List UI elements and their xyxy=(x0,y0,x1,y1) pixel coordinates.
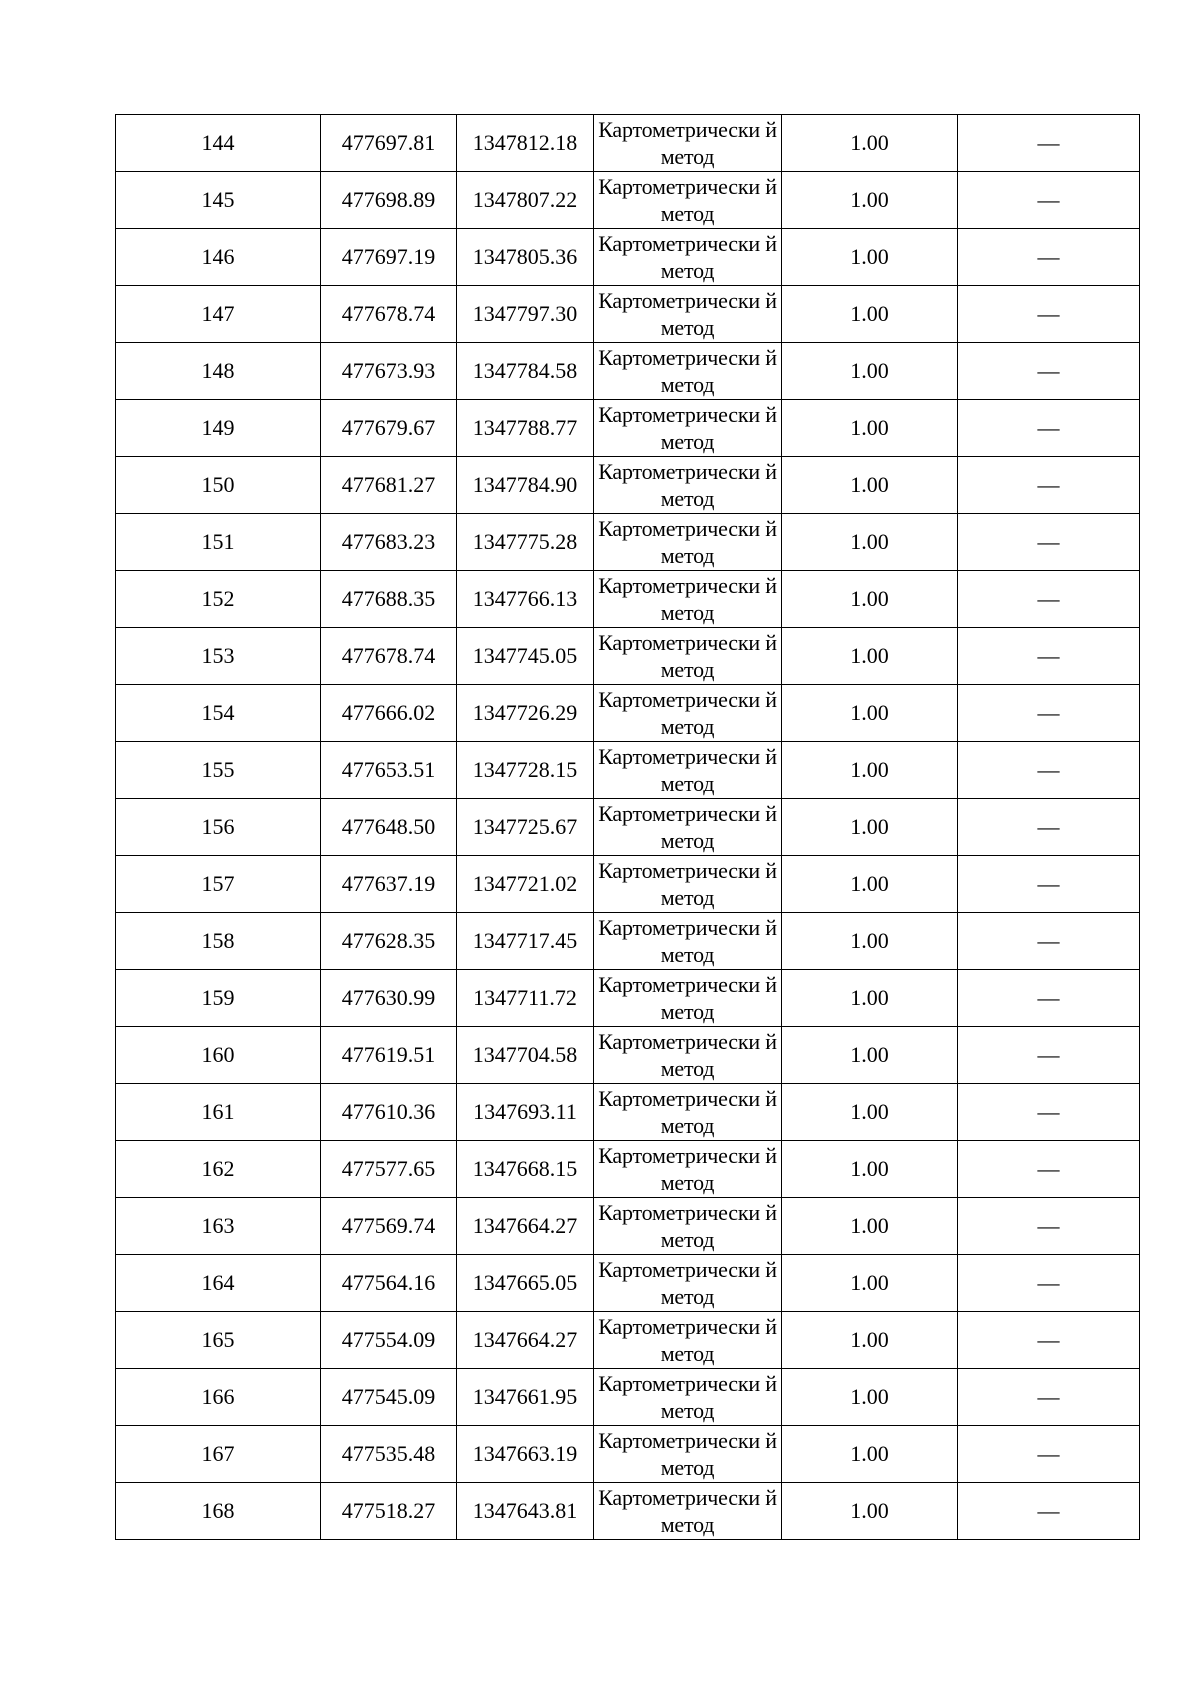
table-row xyxy=(116,685,1140,742)
note-cell: — xyxy=(958,229,1140,286)
coordinates-table-body xyxy=(116,115,1140,1540)
point-number-cell: 144 xyxy=(116,115,321,172)
note-cell: — xyxy=(958,913,1140,970)
y-coordinate-cell: 1347717.45 xyxy=(457,913,594,970)
note-cell: — xyxy=(958,400,1140,457)
point-number-cell: 158 xyxy=(116,913,321,970)
precision-cell: 1.00 xyxy=(782,400,958,457)
note-cell: — xyxy=(958,1369,1140,1426)
method-cell: Картометрически й метод xyxy=(594,685,782,742)
x-coordinate-cell: 477666.02 xyxy=(321,685,457,742)
table-row xyxy=(116,514,1140,571)
method-cell: Картометрически й метод xyxy=(594,1084,782,1141)
y-coordinate-cell: 1347664.27 xyxy=(457,1198,594,1255)
note-cell: — xyxy=(958,1426,1140,1483)
table-row xyxy=(116,856,1140,913)
table-row xyxy=(116,970,1140,1027)
note-cell: — xyxy=(958,1483,1140,1540)
x-coordinate-cell: 477569.74 xyxy=(321,1198,457,1255)
method-cell: Картометрически й метод xyxy=(594,343,782,400)
method-cell: Картометрически й метод xyxy=(594,628,782,685)
note-cell: — xyxy=(958,115,1140,172)
point-number-cell: 163 xyxy=(116,1198,321,1255)
point-number-cell: 145 xyxy=(116,172,321,229)
point-number-cell: 165 xyxy=(116,1312,321,1369)
y-coordinate-cell: 1347663.19 xyxy=(457,1426,594,1483)
y-coordinate-cell: 1347665.05 xyxy=(457,1255,594,1312)
x-coordinate-cell: 477637.19 xyxy=(321,856,457,913)
x-coordinate-cell: 477673.93 xyxy=(321,343,457,400)
point-number-cell: 146 xyxy=(116,229,321,286)
y-coordinate-cell: 1347668.15 xyxy=(457,1141,594,1198)
table-row xyxy=(116,742,1140,799)
precision-cell: 1.00 xyxy=(782,856,958,913)
precision-cell: 1.00 xyxy=(782,742,958,799)
x-coordinate-cell: 477545.09 xyxy=(321,1369,457,1426)
coordinates-table xyxy=(115,114,1140,1540)
point-number-cell: 157 xyxy=(116,856,321,913)
note-cell: — xyxy=(958,1027,1140,1084)
method-cell: Картометрически й метод xyxy=(594,1483,782,1540)
x-coordinate-cell: 477535.48 xyxy=(321,1426,457,1483)
point-number-cell: 151 xyxy=(116,514,321,571)
y-coordinate-cell: 1347643.81 xyxy=(457,1483,594,1540)
table-row xyxy=(116,1141,1140,1198)
note-cell: — xyxy=(958,571,1140,628)
point-number-cell: 159 xyxy=(116,970,321,1027)
method-cell: Картометрически й метод xyxy=(594,1255,782,1312)
point-number-cell: 161 xyxy=(116,1084,321,1141)
note-cell: — xyxy=(958,970,1140,1027)
y-coordinate-cell: 1347704.58 xyxy=(457,1027,594,1084)
table-row xyxy=(116,913,1140,970)
method-cell: Картометрически й метод xyxy=(594,742,782,799)
point-number-cell: 154 xyxy=(116,685,321,742)
point-number-cell: 164 xyxy=(116,1255,321,1312)
method-cell: Картометрически й метод xyxy=(594,514,782,571)
x-coordinate-cell: 477688.35 xyxy=(321,571,457,628)
table-row xyxy=(116,286,1140,343)
point-number-cell: 153 xyxy=(116,628,321,685)
note-cell: — xyxy=(958,628,1140,685)
x-coordinate-cell: 477610.36 xyxy=(321,1084,457,1141)
method-cell: Картометрически й метод xyxy=(594,1369,782,1426)
y-coordinate-cell: 1347664.27 xyxy=(457,1312,594,1369)
table-row xyxy=(116,1312,1140,1369)
method-cell: Картометрически й метод xyxy=(594,1141,782,1198)
method-cell: Картометрически й метод xyxy=(594,856,782,913)
point-number-cell: 147 xyxy=(116,286,321,343)
point-number-cell: 149 xyxy=(116,400,321,457)
y-coordinate-cell: 1347725.67 xyxy=(457,799,594,856)
precision-cell: 1.00 xyxy=(782,1312,958,1369)
precision-cell: 1.00 xyxy=(782,799,958,856)
y-coordinate-cell: 1347766.13 xyxy=(457,571,594,628)
table-row xyxy=(116,1369,1140,1426)
precision-cell: 1.00 xyxy=(782,1027,958,1084)
point-number-cell: 148 xyxy=(116,343,321,400)
precision-cell: 1.00 xyxy=(782,571,958,628)
table-row xyxy=(116,628,1140,685)
note-cell: — xyxy=(958,457,1140,514)
y-coordinate-cell: 1347721.02 xyxy=(457,856,594,913)
y-coordinate-cell: 1347693.11 xyxy=(457,1084,594,1141)
x-coordinate-cell: 477518.27 xyxy=(321,1483,457,1540)
precision-cell: 1.00 xyxy=(782,286,958,343)
method-cell: Картометрически й метод xyxy=(594,1426,782,1483)
method-cell: Картометрически й метод xyxy=(594,970,782,1027)
x-coordinate-cell: 477697.81 xyxy=(321,115,457,172)
x-coordinate-cell: 477679.67 xyxy=(321,400,457,457)
table-row xyxy=(116,1084,1140,1141)
y-coordinate-cell: 1347797.30 xyxy=(457,286,594,343)
point-number-cell: 167 xyxy=(116,1426,321,1483)
y-coordinate-cell: 1347711.72 xyxy=(457,970,594,1027)
method-cell: Картометрически й метод xyxy=(594,115,782,172)
note-cell: — xyxy=(958,172,1140,229)
method-cell: Картометрически й метод xyxy=(594,913,782,970)
y-coordinate-cell: 1347745.05 xyxy=(457,628,594,685)
precision-cell: 1.00 xyxy=(782,628,958,685)
table-row xyxy=(116,1255,1140,1312)
x-coordinate-cell: 477681.27 xyxy=(321,457,457,514)
precision-cell: 1.00 xyxy=(782,1198,958,1255)
note-cell: — xyxy=(958,286,1140,343)
x-coordinate-cell: 477678.74 xyxy=(321,628,457,685)
y-coordinate-cell: 1347788.77 xyxy=(457,400,594,457)
table-row xyxy=(116,571,1140,628)
note-cell: — xyxy=(958,1255,1140,1312)
method-cell: Картометрически й метод xyxy=(594,571,782,628)
point-number-cell: 152 xyxy=(116,571,321,628)
precision-cell: 1.00 xyxy=(782,1141,958,1198)
x-coordinate-cell: 477648.50 xyxy=(321,799,457,856)
method-cell: Картометрически й метод xyxy=(594,172,782,229)
precision-cell: 1.00 xyxy=(782,970,958,1027)
table-row xyxy=(116,115,1140,172)
y-coordinate-cell: 1347812.18 xyxy=(457,115,594,172)
note-cell: — xyxy=(958,742,1140,799)
x-coordinate-cell: 477564.16 xyxy=(321,1255,457,1312)
note-cell: — xyxy=(958,856,1140,913)
method-cell: Картометрически й метод xyxy=(594,1027,782,1084)
x-coordinate-cell: 477630.99 xyxy=(321,970,457,1027)
x-coordinate-cell: 477683.23 xyxy=(321,514,457,571)
point-number-cell: 156 xyxy=(116,799,321,856)
y-coordinate-cell: 1347775.28 xyxy=(457,514,594,571)
point-number-cell: 166 xyxy=(116,1369,321,1426)
table-row xyxy=(116,457,1140,514)
table-row xyxy=(116,1027,1140,1084)
precision-cell: 1.00 xyxy=(782,1084,958,1141)
precision-cell: 1.00 xyxy=(782,343,958,400)
note-cell: — xyxy=(958,1312,1140,1369)
precision-cell: 1.00 xyxy=(782,514,958,571)
x-coordinate-cell: 477554.09 xyxy=(321,1312,457,1369)
table-row xyxy=(116,1426,1140,1483)
precision-cell: 1.00 xyxy=(782,172,958,229)
y-coordinate-cell: 1347728.15 xyxy=(457,742,594,799)
point-number-cell: 150 xyxy=(116,457,321,514)
table-row xyxy=(116,172,1140,229)
note-cell: — xyxy=(958,1141,1140,1198)
table-row xyxy=(116,400,1140,457)
x-coordinate-cell: 477628.35 xyxy=(321,913,457,970)
y-coordinate-cell: 1347784.58 xyxy=(457,343,594,400)
y-coordinate-cell: 1347726.29 xyxy=(457,685,594,742)
y-coordinate-cell: 1347807.22 xyxy=(457,172,594,229)
note-cell: — xyxy=(958,514,1140,571)
x-coordinate-cell: 477577.65 xyxy=(321,1141,457,1198)
note-cell: — xyxy=(958,799,1140,856)
table-row xyxy=(116,229,1140,286)
point-number-cell: 160 xyxy=(116,1027,321,1084)
note-cell: — xyxy=(958,343,1140,400)
note-cell: — xyxy=(958,685,1140,742)
x-coordinate-cell: 477697.19 xyxy=(321,229,457,286)
method-cell: Картометрически й метод xyxy=(594,286,782,343)
note-cell: — xyxy=(958,1084,1140,1141)
precision-cell: 1.00 xyxy=(782,1255,958,1312)
method-cell: Картометрически й метод xyxy=(594,400,782,457)
y-coordinate-cell: 1347661.95 xyxy=(457,1369,594,1426)
method-cell: Картометрически й метод xyxy=(594,1312,782,1369)
y-coordinate-cell: 1347805.36 xyxy=(457,229,594,286)
precision-cell: 1.00 xyxy=(782,229,958,286)
precision-cell: 1.00 xyxy=(782,457,958,514)
precision-cell: 1.00 xyxy=(782,1426,958,1483)
y-coordinate-cell: 1347784.90 xyxy=(457,457,594,514)
x-coordinate-cell: 477698.89 xyxy=(321,172,457,229)
method-cell: Картометрически й метод xyxy=(594,1198,782,1255)
point-number-cell: 168 xyxy=(116,1483,321,1540)
precision-cell: 1.00 xyxy=(782,913,958,970)
x-coordinate-cell: 477653.51 xyxy=(321,742,457,799)
precision-cell: 1.00 xyxy=(782,685,958,742)
table-row xyxy=(116,1198,1140,1255)
note-cell: — xyxy=(958,1198,1140,1255)
method-cell: Картометрически й метод xyxy=(594,799,782,856)
method-cell: Картометрически й метод xyxy=(594,229,782,286)
x-coordinate-cell: 477678.74 xyxy=(321,286,457,343)
method-cell: Картометрически й метод xyxy=(594,457,782,514)
point-number-cell: 162 xyxy=(116,1141,321,1198)
table-row xyxy=(116,799,1140,856)
table-row xyxy=(116,343,1140,400)
table-row xyxy=(116,1483,1140,1540)
point-number-cell: 155 xyxy=(116,742,321,799)
x-coordinate-cell: 477619.51 xyxy=(321,1027,457,1084)
precision-cell: 1.00 xyxy=(782,1483,958,1540)
precision-cell: 1.00 xyxy=(782,1369,958,1426)
precision-cell: 1.00 xyxy=(782,115,958,172)
